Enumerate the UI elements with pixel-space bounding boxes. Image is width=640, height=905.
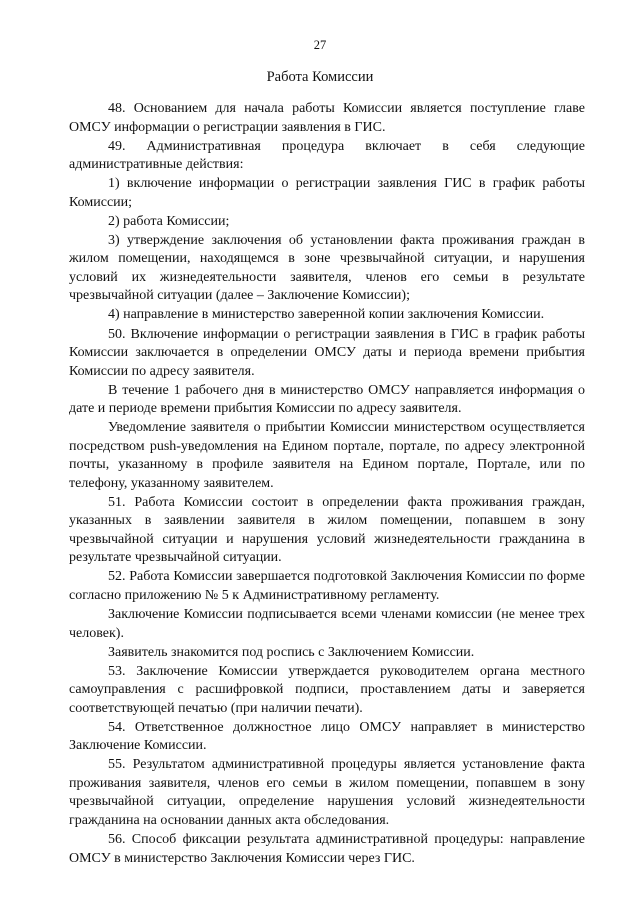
paragraph-56: 56. Способ фиксации результата административной процедуры: направление ОМСУ в министерство Заключения Комиссии через ГИС.: [69, 832, 585, 866]
section-title: Работа Комиссии: [266, 69, 374, 85]
paragraph-51: 51. Работа Комиссии состоит в определении факта проживания граждан, указанных в заявлении заявителя в жилом помещении, попавшем в зону чрезвычайной ситуации и нарушения условий жизнедеятельности гражданина в результате чрезвычайной ситуации.: [69, 494, 585, 566]
list-item-2: 2) работа Комиссии;: [108, 213, 230, 229]
paragraph-52-acquaintance: Заявитель знакомится под роспись с Заключением Комиссии.: [108, 644, 475, 660]
paragraph-50-term: В течение 1 рабочего дня в министерство ОМСУ направляется информация о дате и периоде времени прибытия Комиссии по адресу заявителя.: [69, 382, 585, 417]
paragraph-54: 54. Ответственное должностное лицо ОМСУ направляет в министерство Заключение Комиссии.: [69, 719, 585, 754]
page-number: 27: [313, 38, 327, 52]
list-item-3: 3) утверждение заключения об установлении факта проживания граждан в жилом помещении, находящемся в зоне чрезвычайной ситуации, и нарушения условий их жизнедеятельности заявителя, членов его семьи в результате чрезвычайной ситуации (далее – Заключение Комиссии);: [69, 232, 585, 304]
paragraph-52-signing: Заключение Комиссии подписывается всеми членами комиссии (не менее трех человек).: [69, 607, 585, 641]
paragraph-48: 48. Основанием для начала работы Комиссии является поступление главе ОМСУ информации о регистрации заявления в ГИС.: [69, 101, 585, 135]
paragraph-50-notification: Уведомление заявителя о прибытии Комиссии министерством осуществляется посредством push-уведомления на Едином портале, портале, по адресу электронной почты, указанному в профиле заявителя на Едином портале, Портале, или по телефону, указанному заявителем.: [69, 420, 585, 491]
document-body: [69, 100, 585, 869]
paragraph-49: 49. Административная процедура включает в себя следующие административные действия:: [69, 138, 585, 173]
paragraph-55: 55. Результатом административной процедуры является установление факта проживания заявителя, членов его семьи в жилом помещении, попавшем в зону чрезвычайной ситуации, определение нарушения условий жизнедеятельности гражданина на основании данных акта обследования.: [69, 757, 585, 828]
list-item-1: 1) включение информации о регистрации заявления ГИС в график работы Комиссии;: [69, 176, 585, 210]
list-item-4: 4) направление в министерство заверенной копии заключения Комиссии.: [108, 307, 545, 323]
paragraph-50: 50. Включение информации о регистрации заявления в ГИС в график работы Комиссии заключается в определении ОМСУ даты и периода времени прибытия Комиссии по адресу заявителя.: [69, 326, 585, 379]
paragraph-53: 53. Заключение Комиссии утверждается руководителем органа местного самоуправления с расшифровкой подписи, проставлением даты и заверяется соответствующей печатью (при наличии печати).: [69, 663, 585, 716]
paragraph-52: 52. Работа Комиссии завершается подготовкой Заключения Комиссии по форме согласно приложению № 5 к Административному регламенту.: [69, 569, 585, 603]
